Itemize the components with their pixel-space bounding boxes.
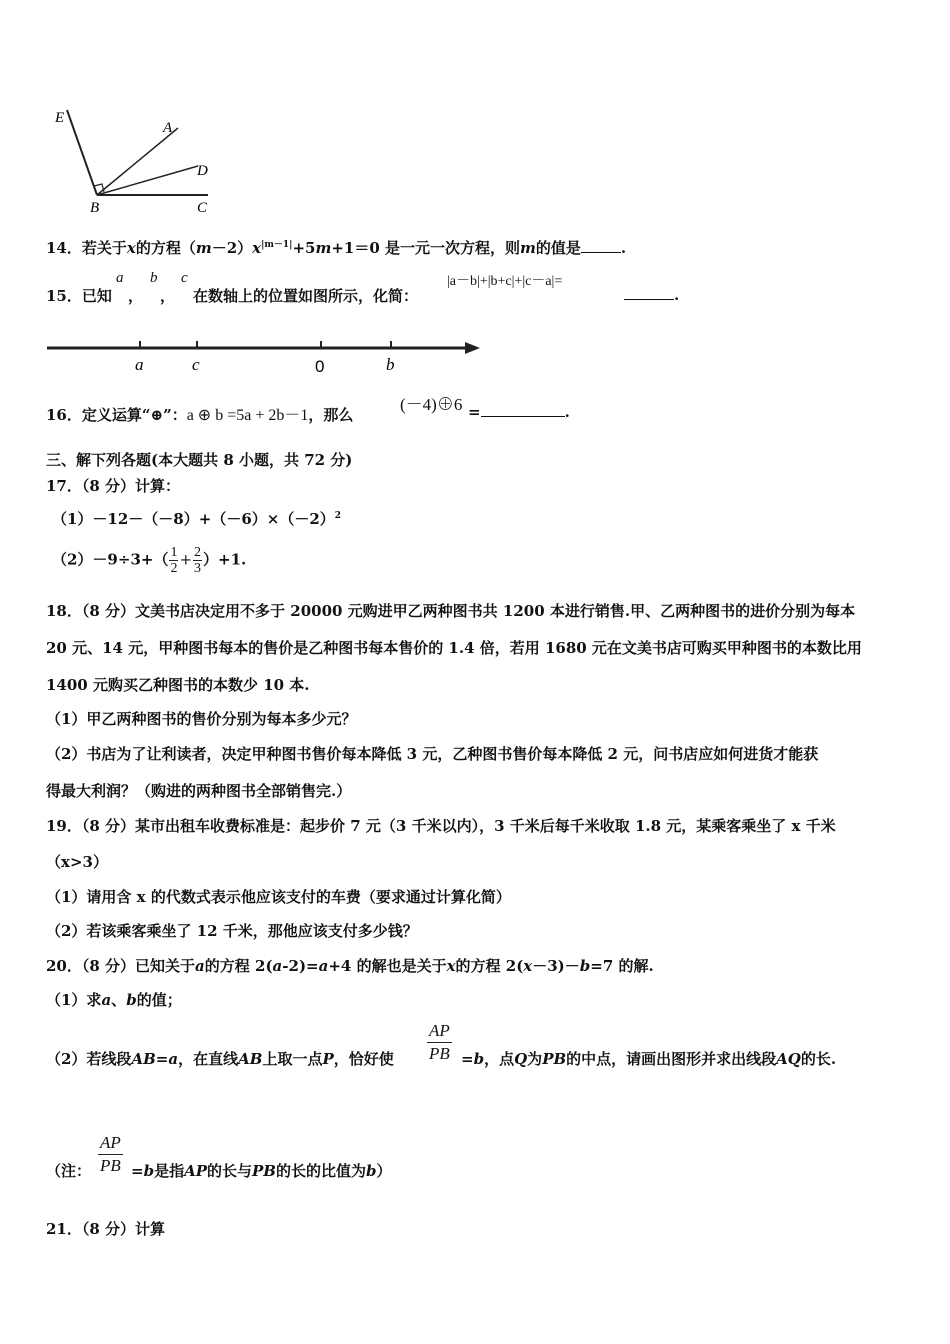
var-a: a	[168, 1050, 179, 1068]
fraction-ap-pb	[427, 1021, 452, 1064]
var-a: a	[116, 270, 124, 286]
q19-line2: （x>3）	[46, 853, 108, 871]
line-ab: AB	[238, 1050, 263, 1068]
q20-text: 为	[527, 1050, 543, 1068]
q17-part2-text: ）+1.	[203, 550, 247, 569]
var-x: x	[446, 957, 456, 975]
label-b: B	[90, 200, 100, 216]
q20-text: 的值；	[136, 991, 182, 1009]
var-b: b	[150, 270, 158, 286]
q20-text: 的方程 2(	[455, 957, 524, 975]
label-e: E	[55, 110, 65, 126]
angle-figure	[45, 100, 230, 218]
q20-sub2-right	[461, 1048, 836, 1069]
q20-text: -2)=	[282, 957, 319, 975]
denominator: 2	[170, 561, 178, 576]
question-15-intro	[46, 285, 112, 306]
var-a: a	[318, 957, 329, 975]
label-a: A	[163, 120, 173, 136]
denominator: PB	[100, 1156, 121, 1175]
q19-line1: 19．（8 分）某市出租车收费标准是：起步价 7 元（3 千米以内），3 千米后每千米收取 1.8 元，某乘客乘坐了 x 千米	[46, 817, 836, 835]
q18-line1: 18．（8 分）文美书店决定用不多于 20000 元购进甲乙两种图书共 1200 本进行销售.甲、乙两种图书的进价分别为每本	[46, 602, 856, 620]
label-zero: 0	[315, 357, 325, 376]
ray-be	[67, 110, 97, 195]
var-a: a	[195, 957, 205, 975]
q18-sub2-line1: （2）书店为了让利读者，决定甲种图书售价每本降低 3 元，乙种图书售价每本降低 2 元，问书店应如何进货才能获	[46, 745, 819, 763]
q16-text: ，那么	[308, 406, 354, 424]
fraction-one-half	[169, 545, 178, 576]
exponent: 2	[334, 511, 342, 521]
ray-ba	[97, 128, 178, 195]
q14-text: 14．若关于	[46, 239, 127, 257]
operation-expression: (－4)⊕6	[400, 395, 463, 414]
q20-text: 的长与	[207, 1162, 253, 1180]
q20-sub2-left	[46, 1048, 394, 1069]
segment-pb: PB	[252, 1162, 276, 1180]
q15-text: 在数轴上的位置如图所示，化简：	[193, 287, 419, 305]
q20-text: －3)－	[532, 957, 580, 975]
var-x: x	[126, 239, 136, 257]
question-16	[46, 402, 353, 425]
comma: ，	[128, 287, 144, 305]
q16-text: 16．定义运算“⊕”：	[46, 406, 187, 424]
q20-text: 上取一点	[262, 1050, 323, 1068]
question-14	[46, 237, 626, 258]
q20-text: ）	[376, 1162, 392, 1180]
q20-sub1	[46, 989, 182, 1010]
section-heading: 三、解下列各题(本大题共 8 小题，共 72 分)	[46, 451, 353, 469]
answer-blank[interactable]	[581, 238, 621, 253]
answer-blank[interactable]	[624, 285, 674, 300]
var-x: x	[252, 239, 262, 257]
q18-sub1: （1）甲乙两种图书的售价分别为每本多少元？	[46, 710, 357, 728]
numerator: AP	[98, 1133, 123, 1155]
fraction-two-thirds	[193, 545, 202, 576]
var-m: m	[195, 239, 212, 257]
note-prefix: （注：	[46, 1162, 92, 1180]
denominator: PB	[429, 1044, 450, 1063]
segment-ab: AB	[131, 1050, 156, 1068]
q19-sub2: （2）若该乘客乘坐了 12 千米，那他应该支付多少钱？	[46, 922, 418, 940]
var-b: b	[126, 991, 137, 1009]
var-m: m	[315, 239, 332, 257]
var-a: a	[101, 991, 112, 1009]
var-b: b	[579, 957, 591, 975]
equals: =	[155, 1050, 169, 1068]
point-q: Q	[514, 1050, 528, 1068]
q14-text: +1＝0 是一元一次方程，则	[331, 239, 521, 257]
q18-line2: 20 元、14 元，甲种图书每本的售价是乙种图书每本售价的 1.4 倍，若用 1680 元在文美书店可购买甲种图书的本数比用	[46, 639, 862, 657]
q20-text: ，点	[484, 1050, 515, 1068]
label-d: D	[197, 163, 208, 179]
comma: ，	[160, 287, 176, 305]
exponent: |m－1|	[261, 240, 293, 250]
q20-text: ，在直线	[178, 1050, 239, 1068]
var-c: c	[181, 270, 188, 286]
abs-expression: |a－b|+|b+c|+|c－a|=	[447, 274, 563, 289]
q20-text: 的长.	[800, 1050, 837, 1068]
plus-sign: +	[179, 550, 193, 569]
equals: =	[468, 403, 481, 421]
q17-part2-text: （2）－9÷3+（	[52, 550, 169, 569]
fraction-ap-pb	[98, 1133, 123, 1176]
label-b: b	[386, 355, 395, 374]
answer-line	[624, 285, 679, 304]
segment-aq: AQ	[776, 1050, 801, 1068]
q14-text: 的方程（	[135, 239, 196, 257]
q20-text: （1）求	[46, 991, 102, 1009]
var-b: b	[473, 1050, 485, 1068]
q14-text: 的值是	[535, 239, 581, 257]
note-text	[131, 1160, 392, 1181]
q18-sub2-line2: 得最大利润？（购进的两种图书全部销售完.）	[46, 782, 352, 800]
q20-text: 的中点，请画出图形并求出线段	[566, 1050, 777, 1068]
operation-definition: a ⊕ b =5a + 2b－1	[186, 407, 309, 424]
numerator: AP	[427, 1021, 452, 1043]
q20-text: 的方程 2(	[204, 957, 273, 975]
q17-part1	[52, 508, 341, 529]
q20-text: ，恰好使	[333, 1050, 394, 1068]
var-m: m	[520, 239, 536, 257]
q15-text: 15．已知	[46, 287, 112, 305]
q20-text: =7 的解.	[590, 957, 654, 975]
q20-text: +4 的解也是关于	[328, 957, 447, 975]
ray-bd	[97, 166, 198, 195]
q19-sub1: （1）请用含 x 的代数式表示他应该支付的车费（要求通过计算化简）	[46, 888, 511, 906]
q14-text: －2）	[211, 239, 253, 257]
denominator: 3	[194, 561, 202, 576]
numerator: 2	[194, 545, 202, 560]
segment-pb: PB	[542, 1050, 567, 1068]
period: .	[674, 286, 680, 304]
q20-text: 、	[111, 991, 127, 1009]
q20-line1	[46, 955, 654, 976]
period: .	[564, 403, 570, 421]
question-21-title: 21．（8 分）计算	[46, 1220, 166, 1238]
q17-part1-text: （1）－12－（－8）+（－6）×（－2）	[52, 510, 335, 528]
var-b: b	[143, 1162, 155, 1180]
answer-line	[468, 402, 570, 421]
question-17-title: 17．（8 分）计算：	[46, 477, 181, 495]
number-line	[45, 330, 485, 378]
label-c: C	[197, 200, 208, 216]
q20-text: 是指	[154, 1162, 185, 1180]
label-c: c	[192, 355, 200, 374]
q20-text: 20．（8 分）已知关于	[46, 957, 196, 975]
q20-text: 的长的比值为	[276, 1162, 367, 1180]
numerator: 1	[170, 545, 178, 560]
q14-text: +5	[292, 239, 316, 257]
point-p: P	[322, 1050, 334, 1068]
period: .	[620, 239, 627, 257]
q20-text: （2）若线段	[46, 1050, 132, 1068]
q18-line3: 1400 元购买乙种图书的本数少 10 本.	[46, 676, 310, 694]
arrow-icon	[465, 342, 480, 354]
equals: =	[131, 1162, 144, 1180]
var-x: x	[523, 957, 533, 975]
label-a: a	[135, 355, 144, 374]
q17-part2	[52, 545, 246, 576]
answer-blank[interactable]	[481, 402, 565, 417]
segment-ap: AP	[184, 1162, 208, 1180]
var-b: b	[366, 1162, 377, 1180]
equals: =	[461, 1050, 474, 1068]
var-a: a	[272, 957, 283, 975]
